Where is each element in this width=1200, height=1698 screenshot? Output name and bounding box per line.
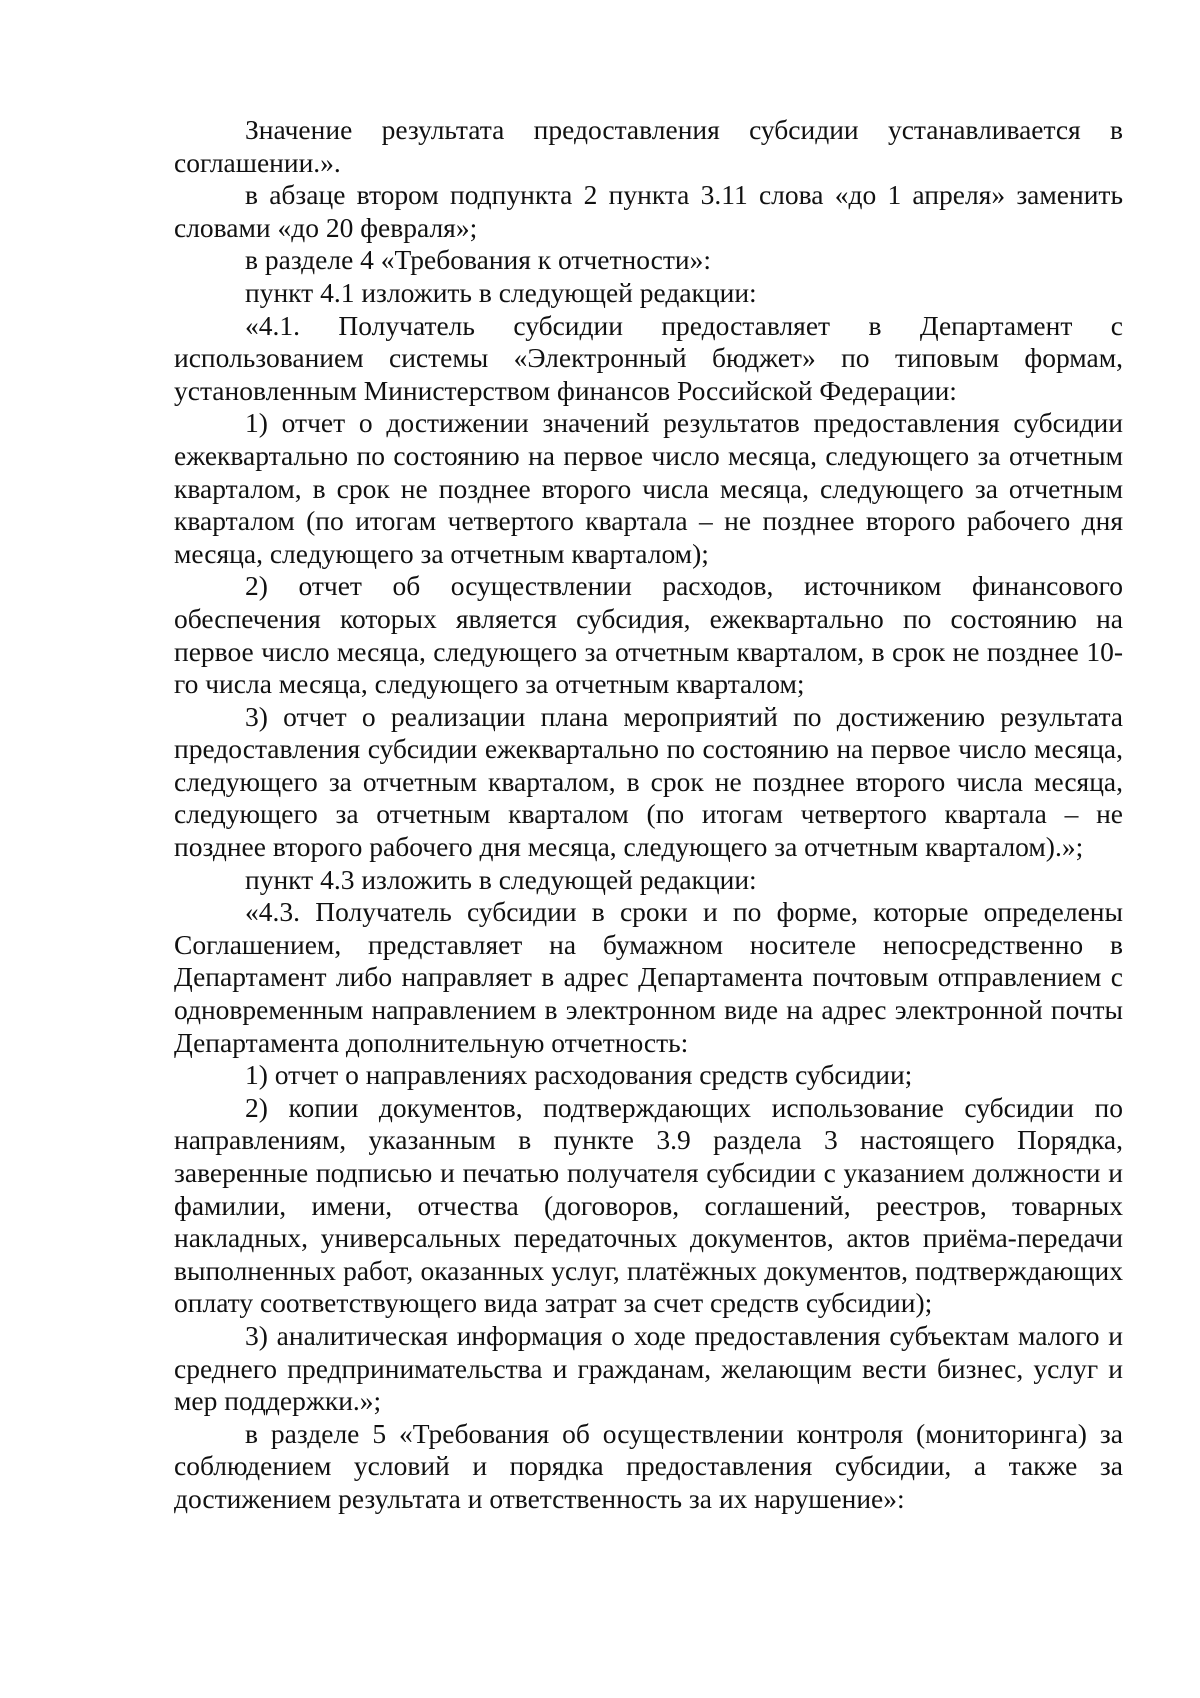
paragraph-section-4: в разделе 4 «Требования к отчетности»: <box>245 244 711 276</box>
paragraph-report-3: 3) отчет о реализации плана мероприятий по достижению результата предоставления субсидии ежеквартально по состоянию на первое число месяца, следующего за отчетным кварталом, в срок не позднее второго числа месяца, следующего за отчетным кварталом (по итогам четвертого квартала – не позднее второго рабочего дня месяца, следующего за отчетным кварталом).»; <box>174 700 1123 863</box>
paragraph-section-5: в разделе 5 «Требования об осуществлении контроля (мониторинга) за соблюдением условий и порядка предоставления субсидии, а также за достижением результата и ответственность за их нарушение»: <box>174 1417 1123 1514</box>
paragraph-extra-3: 3) аналитическая информация о ходе предоставления субъектам малого и среднего предпринимательства и гражданам, желающим вести бизнес, услуг и мер поддержки.»; <box>174 1319 1123 1417</box>
paragraph-report-1: 1) отчет о достижении значений результатов предоставления субсидии ежеквартально по состоянию на первое число месяца, следующего за отчетным кварталом, в срок не позднее второго числа месяца, следующего за отчетным кварталом (по итогам четвертого квартала – не позднее второго рабочего дня месяца, следующего за отчетным кварталом); <box>174 407 1123 569</box>
paragraph-amend-3-11: в абзаце втором подпункта 2 пункта 3.11 слова «до 1 апреля» заменить словами «до 20 февраля»; <box>174 179 1123 243</box>
paragraph-extra-1: 1) отчет о направлениях расходования средств субсидии; <box>245 1059 913 1091</box>
paragraph-result-value: Значение результата предоставления субсидии устанавливается в соглашении.». <box>174 114 1123 178</box>
paragraph-item-4-3: «4.3. Получатель субсидии в сроки и по форме, которые определены Соглашением, представляет на бумажном носителе непосредственно в Департамент либо направляет в адрес Департамента почтовым отправлением с одновременным направлением в электронном виде на адрес электронной почты Департамента дополнительную отчетность: <box>174 896 1123 1058</box>
paragraph-report-2: 2) отчет об осуществлении расходов, источником финансового обеспечения которых является субсидия, ежеквартально по состоянию на первое число месяца, следующего за отчетным кварталом, в срок не позднее 10-го числа месяца, следующего за отчетным кварталом; <box>174 570 1123 700</box>
paragraph-item-4-1-intro: пункт 4.1 изложить в следующей редакции: <box>245 276 757 308</box>
document-page <box>174 114 1123 1516</box>
paragraph-extra-2: 2) копии документов, подтверждающих использование субсидии по направлениям, указанным в пункте 3.9 раздела 3 настоящего Порядка, заверенные подписью и печатью получателя субсидии с указанием должности и фамилии, имени, отчества (договоров, соглашений, реестров, товарных накладных, универсальных передаточных документов, актов приёма-передачи выполненных работ, оказанных услуг, платёжных документов, подтверждающих оплату соответствующего вида затрат за счет средств субсидии); <box>174 1091 1123 1319</box>
paragraph-item-4-1: «4.1. Получатель субсидии предоставляет в Департамент с использованием системы «Электронный бюджет» по типовым формам, установленным Министерством финансов Российской Федерации: <box>174 309 1123 406</box>
paragraph-item-4-3-intro: пункт 4.3 изложить в следующей редакции: <box>245 863 757 895</box>
